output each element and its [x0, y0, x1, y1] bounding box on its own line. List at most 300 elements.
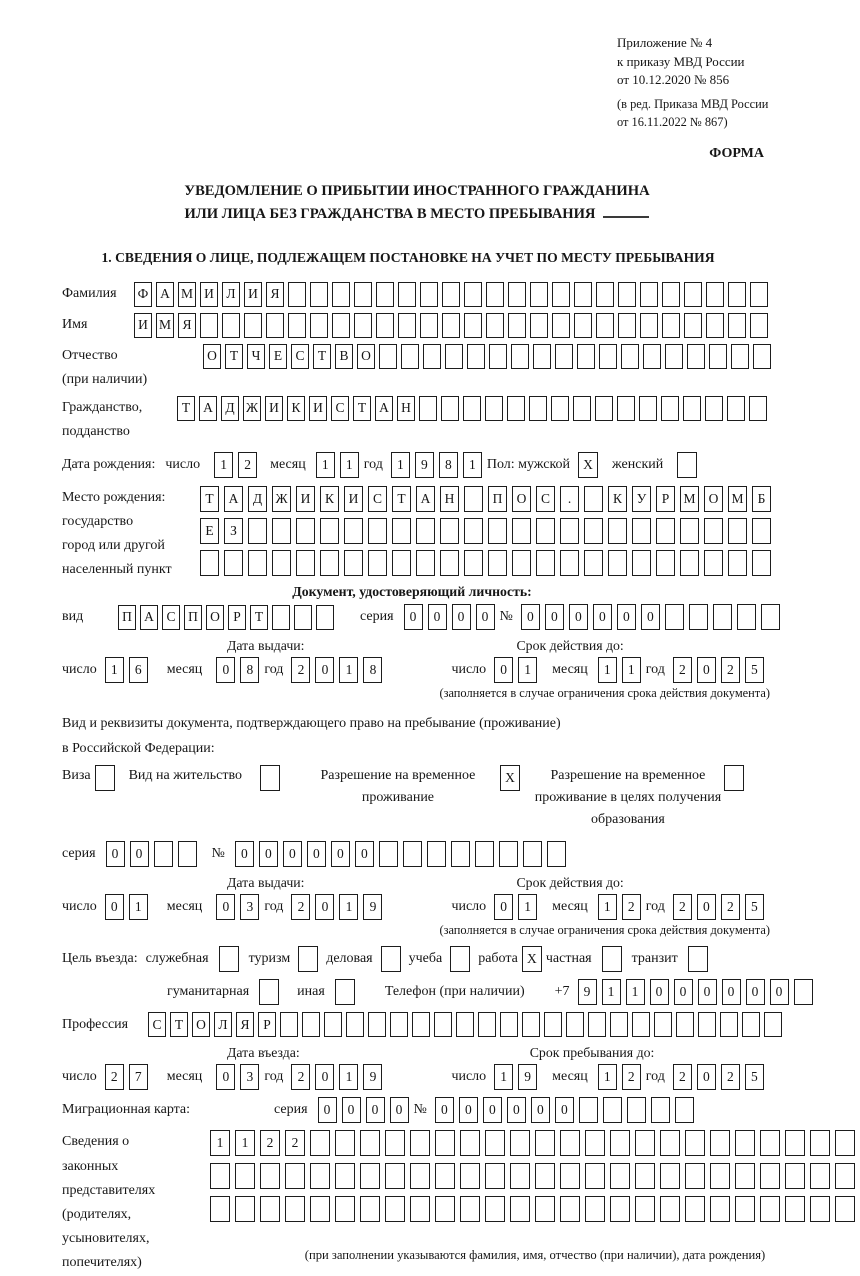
char-cell — [536, 550, 555, 576]
char-cell: 8 — [240, 657, 259, 683]
purpose-humanitarian-label: гуманитарная — [167, 984, 250, 1000]
char-cell — [610, 1130, 630, 1156]
char-cell — [660, 1196, 680, 1222]
doc-valid-year-cells — [673, 657, 769, 683]
char-cell — [574, 313, 592, 338]
birthplace-label: Место рождения: государство город или другой населенный пункт — [62, 489, 172, 578]
purpose-other-checkbox — [335, 979, 355, 1005]
char-cell — [544, 1012, 562, 1037]
char-cell: А — [156, 282, 174, 307]
char-cell — [410, 1130, 430, 1156]
char-cell: 1 — [494, 1064, 513, 1090]
month-label: месяц — [270, 456, 306, 472]
permit-type-row — [62, 765, 772, 831]
char-cell — [324, 1012, 342, 1037]
day-label: число — [165, 456, 201, 472]
char-cell — [728, 518, 747, 544]
char-cell — [785, 1163, 805, 1189]
profession-cells — [148, 1012, 786, 1037]
char-cell — [536, 518, 555, 544]
char-cell — [728, 550, 747, 576]
char-cell: Л — [222, 282, 240, 307]
char-cell — [608, 518, 627, 544]
char-cell — [435, 1130, 455, 1156]
char-cell: Я — [236, 1012, 254, 1037]
patronymic-label: Отчество (при наличии) — [62, 347, 148, 387]
doc-issue-day-cells — [105, 657, 153, 683]
char-cell — [643, 344, 661, 369]
doc-number-cells — [521, 604, 785, 630]
purpose-business-label: деловая — [326, 951, 373, 967]
char-cell — [379, 841, 398, 867]
form-title-line2: ИЛИ ЛИЦА БЕЗ ГРАЖДАНСТВА В МЕСТО ПРЕБЫВАНИЯ — [62, 203, 772, 226]
char-cell — [403, 841, 422, 867]
char-cell — [95, 765, 115, 791]
char-cell: 0 — [318, 1097, 337, 1123]
char-cell — [599, 344, 617, 369]
doc-series-label: серия — [360, 609, 394, 625]
char-cell — [412, 1012, 430, 1037]
char-cell — [595, 396, 613, 421]
entry-month-cells — [216, 1064, 264, 1090]
sex-male-checkbox — [578, 452, 598, 478]
char-cell: В — [335, 344, 353, 369]
day-label: число — [451, 662, 487, 678]
char-cell — [320, 550, 339, 576]
month-label: месяц — [166, 1069, 203, 1085]
char-cell — [511, 344, 529, 369]
char-cell: 0 — [459, 1097, 478, 1123]
char-cell — [302, 1012, 320, 1037]
year-label: год — [264, 662, 284, 678]
profession-row — [62, 1012, 772, 1037]
stay-day-cells — [494, 1064, 542, 1090]
char-cell — [680, 550, 699, 576]
purpose-official-checkbox — [219, 946, 239, 972]
form-title — [62, 180, 772, 226]
char-cell: 2 — [260, 1130, 280, 1156]
visa-label: Виза — [62, 768, 91, 784]
char-cell — [485, 1130, 505, 1156]
char-cell: 2 — [721, 1064, 740, 1090]
char-cell — [685, 1196, 705, 1222]
char-cell — [332, 313, 350, 338]
char-cell — [360, 1130, 380, 1156]
char-cell — [368, 1012, 386, 1037]
char-cell — [398, 313, 416, 338]
char-cell: А — [140, 605, 158, 630]
birth-day-cells — [214, 452, 262, 478]
char-cell: И — [134, 313, 152, 338]
char-cell: 0 — [555, 1097, 574, 1123]
char-cell — [632, 518, 651, 544]
char-cell — [296, 550, 315, 576]
char-cell — [335, 1163, 355, 1189]
char-cell — [610, 1163, 630, 1189]
char-cell: З — [224, 518, 243, 544]
char-cell — [272, 518, 291, 544]
char-cell: 1 — [598, 894, 617, 920]
char-cell — [651, 1097, 670, 1123]
char-cell: 2 — [622, 894, 641, 920]
char-cell — [579, 1097, 598, 1123]
migration-series-cells — [318, 1097, 414, 1123]
char-cell: И — [244, 282, 262, 307]
char-cell: 1 — [339, 657, 358, 683]
char-cell: 2 — [105, 1064, 124, 1090]
char-cell — [574, 282, 592, 307]
char-cell: 0 — [315, 657, 334, 683]
char-cell: 0 — [283, 841, 302, 867]
char-cell — [442, 282, 460, 307]
char-cell: 0 — [216, 657, 235, 683]
migration-number-label: № — [413, 1102, 427, 1118]
char-cell: 0 — [435, 1097, 454, 1123]
char-cell: 0 — [674, 979, 693, 1005]
char-cell — [683, 396, 701, 421]
char-cell: 0 — [697, 657, 716, 683]
char-cell — [835, 1196, 855, 1222]
validity-note: (заполняется в случае ограничения срока действия документа) — [439, 686, 770, 701]
purpose-official-label: служебная — [145, 951, 209, 967]
char-cell — [728, 313, 746, 338]
char-cell — [750, 313, 768, 338]
char-cell — [235, 1163, 255, 1189]
doc-issue-year-cells — [291, 657, 387, 683]
char-cell — [434, 1012, 452, 1037]
temp-residence-edu-checkbox — [724, 765, 744, 791]
residence-checkbox — [260, 765, 280, 791]
char-cell: 1 — [214, 452, 233, 478]
validity-note: (заполняется в случае ограничения срока действия документа) — [439, 923, 770, 938]
char-cell — [621, 344, 639, 369]
purpose-row — [62, 946, 772, 972]
permit-dates-headings — [62, 875, 772, 891]
char-cell: 0 — [483, 1097, 502, 1123]
char-cell — [704, 518, 723, 544]
char-cell — [584, 486, 603, 512]
char-cell: 1 — [626, 979, 645, 1005]
char-cell: 0 — [521, 604, 540, 630]
purpose-transit-label: транзит — [631, 951, 678, 967]
char-cell — [656, 550, 675, 576]
char-cell — [423, 344, 441, 369]
representatives-rows — [210, 1130, 860, 1263]
char-cell — [332, 282, 350, 307]
char-cell — [560, 1130, 580, 1156]
char-cell: Е — [269, 344, 287, 369]
char-cell — [684, 282, 702, 307]
char-cell — [486, 313, 504, 338]
char-cell — [656, 518, 675, 544]
sex-female-checkbox — [677, 452, 697, 478]
char-cell — [753, 344, 771, 369]
char-cell — [316, 605, 334, 630]
char-cell — [260, 765, 280, 791]
char-cell: 2 — [673, 657, 692, 683]
representatives-block — [62, 1130, 772, 1275]
char-cell — [475, 841, 494, 867]
char-cell — [760, 1163, 780, 1189]
valid-until-heading: Срок действия до: — [516, 638, 624, 654]
char-cell: 6 — [129, 657, 148, 683]
char-cell — [310, 1196, 330, 1222]
char-cell: Д — [248, 486, 267, 512]
char-cell — [488, 550, 507, 576]
char-cell — [835, 1130, 855, 1156]
purpose-transit-checkbox — [688, 946, 708, 972]
char-cell: Т — [177, 396, 195, 421]
char-cell — [416, 518, 435, 544]
citizenship-row — [62, 396, 772, 444]
char-cell: 0 — [507, 1097, 526, 1123]
char-cell — [416, 550, 435, 576]
representatives-cells-1 — [210, 1130, 860, 1156]
char-cell — [288, 282, 306, 307]
char-cell: О — [357, 344, 375, 369]
char-cell — [660, 1130, 680, 1156]
permit-valid-day-cells — [494, 894, 542, 920]
char-cell: С — [368, 486, 387, 512]
surname-label: Фамилия — [62, 286, 117, 301]
char-cell: 1 — [622, 657, 641, 683]
char-cell: . — [560, 486, 579, 512]
char-cell — [704, 550, 723, 576]
char-cell — [280, 1012, 298, 1037]
char-cell — [640, 282, 658, 307]
char-cell: 0 — [105, 894, 124, 920]
plus7-label: +7 — [554, 984, 570, 1000]
char-cell — [635, 1196, 655, 1222]
citizenship-label: Гражданство, подданство — [62, 399, 143, 439]
char-cell: 1 — [598, 1064, 617, 1090]
char-cell — [310, 1163, 330, 1189]
char-cell — [456, 1012, 474, 1037]
char-cell — [735, 1163, 755, 1189]
char-cell: Т — [250, 605, 268, 630]
char-cell: 0 — [697, 1064, 716, 1090]
permit-issue-month-cells — [216, 894, 264, 920]
char-cell — [724, 765, 744, 791]
char-cell: 8 — [439, 452, 458, 478]
char-cell: О — [192, 1012, 210, 1037]
char-cell — [794, 979, 813, 1005]
char-cell — [760, 1130, 780, 1156]
entry-date-heading: Дата въезда: — [227, 1045, 300, 1061]
char-cell — [660, 1163, 680, 1189]
char-cell — [749, 396, 767, 421]
char-cell: П — [184, 605, 202, 630]
char-cell — [260, 1163, 280, 1189]
char-cell — [410, 1163, 430, 1189]
char-cell — [522, 1012, 540, 1037]
char-cell: И — [344, 486, 363, 512]
char-cell: Р — [656, 486, 675, 512]
char-cell — [440, 550, 459, 576]
char-cell — [687, 344, 705, 369]
char-cell — [835, 1163, 855, 1189]
char-cell — [640, 313, 658, 338]
char-cell — [210, 1196, 230, 1222]
doc-number-label: № — [499, 609, 513, 625]
char-cell — [596, 282, 614, 307]
char-cell — [551, 396, 569, 421]
char-cell: И — [296, 486, 315, 512]
char-cell — [710, 1130, 730, 1156]
char-cell — [735, 1196, 755, 1222]
char-cell — [442, 313, 460, 338]
char-cell — [385, 1163, 405, 1189]
char-cell — [566, 1012, 584, 1037]
char-cell — [677, 452, 697, 478]
day-label: число — [62, 662, 97, 678]
char-cell — [467, 344, 485, 369]
char-cell — [635, 1130, 655, 1156]
year-label: год — [264, 1069, 284, 1085]
char-cell: 0 — [130, 841, 149, 867]
month-label: месяц — [552, 1069, 588, 1085]
char-cell — [577, 344, 595, 369]
char-cell — [294, 605, 312, 630]
char-cell — [244, 313, 262, 338]
char-cell — [535, 1196, 555, 1222]
char-cell — [632, 1012, 650, 1037]
char-cell: 0 — [545, 604, 564, 630]
char-cell: С — [148, 1012, 166, 1037]
char-cell: П — [118, 605, 136, 630]
birth-month-cells — [316, 452, 364, 478]
char-cell — [689, 604, 708, 630]
char-cell — [665, 344, 683, 369]
char-cell: 1 — [602, 979, 621, 1005]
char-cell: 2 — [285, 1130, 305, 1156]
char-cell — [500, 1012, 518, 1037]
char-cell: О — [512, 486, 531, 512]
char-cell — [354, 282, 372, 307]
char-cell — [368, 518, 387, 544]
char-cell — [401, 344, 419, 369]
char-cell — [420, 282, 438, 307]
char-cell — [530, 282, 548, 307]
char-cell — [272, 605, 290, 630]
char-cell — [560, 550, 579, 576]
char-cell — [530, 313, 548, 338]
char-cell: 1 — [235, 1130, 255, 1156]
char-cell: 1 — [316, 452, 335, 478]
profession-label: Профессия — [62, 1016, 129, 1032]
char-cell: 7 — [129, 1064, 148, 1090]
char-cell: 0 — [307, 841, 326, 867]
char-cell — [596, 313, 614, 338]
char-cell — [785, 1130, 805, 1156]
doc-series-cells — [404, 604, 500, 630]
char-cell — [427, 841, 446, 867]
char-cell — [552, 313, 570, 338]
char-cell — [508, 282, 526, 307]
char-cell — [584, 550, 603, 576]
purpose-business-checkbox — [381, 946, 401, 972]
char-cell — [737, 604, 756, 630]
char-cell — [720, 1012, 738, 1037]
char-cell: 5 — [745, 657, 764, 683]
purpose-humanitarian-checkbox — [259, 979, 279, 1005]
char-cell: 0 — [617, 604, 636, 630]
char-cell — [584, 518, 603, 544]
char-cell — [752, 518, 771, 544]
identity-doc-heading: Документ, удостоверяющий личность: — [292, 584, 532, 600]
char-cell: 1 — [105, 657, 124, 683]
char-cell — [296, 518, 315, 544]
purpose-row-2 — [167, 979, 783, 1005]
char-cell: 0 — [650, 979, 669, 1005]
char-cell — [335, 1130, 355, 1156]
sex-female-label: женский — [612, 456, 664, 472]
char-cell — [464, 313, 482, 338]
char-cell: Ж — [243, 396, 261, 421]
char-cell — [360, 1163, 380, 1189]
day-label: число — [62, 1069, 97, 1085]
char-cell — [440, 518, 459, 544]
char-cell: X — [522, 946, 542, 972]
char-cell: 0 — [494, 894, 513, 920]
char-cell — [464, 282, 482, 307]
char-cell: Ф — [134, 282, 152, 307]
birthplace-cells-1 — [200, 486, 776, 512]
char-cell: 0 — [366, 1097, 385, 1123]
char-cell — [512, 550, 531, 576]
doc-valid-month-cells — [598, 657, 646, 683]
char-cell: О — [704, 486, 723, 512]
permit-issue-year-cells — [291, 894, 387, 920]
char-cell: 0 — [216, 1064, 235, 1090]
char-cell — [662, 282, 680, 307]
char-cell: И — [309, 396, 327, 421]
char-cell: 1 — [598, 657, 617, 683]
representatives-label: Сведения о законных представителях (родителях, усыновителях, попечителях) — [62, 1134, 156, 1271]
char-cell: 0 — [342, 1097, 361, 1123]
purpose-label: Цель въезда: — [62, 951, 138, 967]
char-cell — [639, 396, 657, 421]
char-cell — [463, 396, 481, 421]
char-cell — [603, 1097, 622, 1123]
char-cell — [435, 1196, 455, 1222]
representatives-cells-3 — [210, 1196, 860, 1222]
char-cell — [392, 518, 411, 544]
char-cell — [661, 396, 679, 421]
char-cell — [752, 550, 771, 576]
char-cell — [266, 313, 284, 338]
char-cell: П — [488, 486, 507, 512]
appendix-line: (в ред. Приказа МВД России — [617, 96, 769, 111]
char-cell — [200, 550, 219, 576]
temp-residence-checkbox — [500, 765, 520, 791]
char-cell — [441, 396, 459, 421]
blank-underline — [603, 203, 649, 218]
char-cell: 1 — [340, 452, 359, 478]
permit-valid-year-cells — [673, 894, 769, 920]
char-cell: 1 — [129, 894, 148, 920]
char-cell: 0 — [428, 604, 447, 630]
birthplace-rows — [200, 486, 776, 582]
char-cell — [489, 344, 507, 369]
char-cell — [154, 841, 173, 867]
char-cell: 0 — [746, 979, 765, 1005]
char-cell — [310, 1130, 330, 1156]
char-cell: 1 — [518, 894, 537, 920]
char-cell: Б — [752, 486, 771, 512]
char-cell — [676, 1012, 694, 1037]
char-cell — [219, 946, 239, 972]
